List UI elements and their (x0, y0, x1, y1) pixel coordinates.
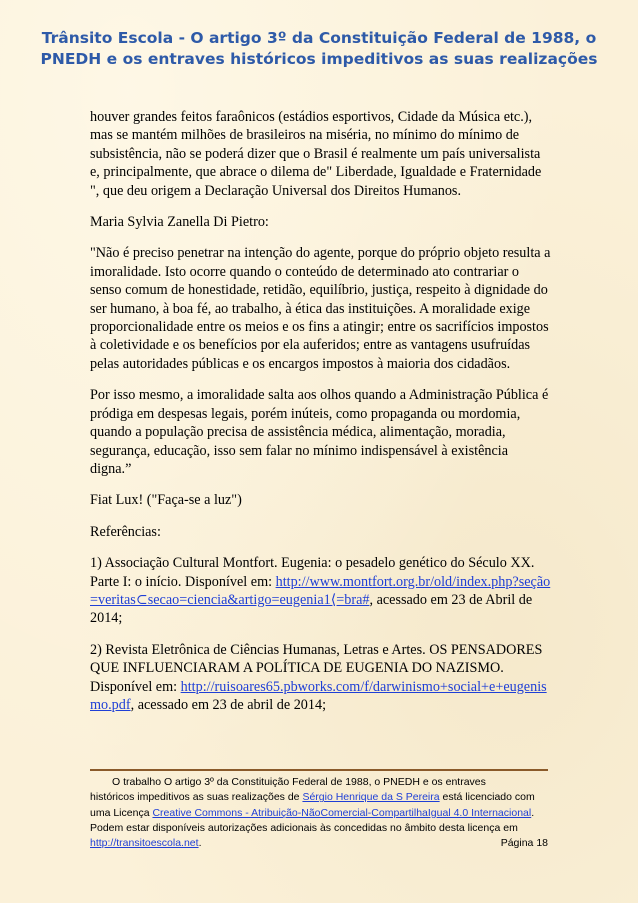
reference-text: 2) Revista Eletrônica de Ciências Humanas, Letras e Artes. OS PENSADORES QUE INFLUENCIARAM A POLÍTICA DE EUGENIA DO NAZISMO. Disponível em: (90, 641, 543, 695)
reference-link[interactable]: http://ruisoares65.pbworks.com/f/darwinismo+social+e+eugenismo.pdf (90, 678, 547, 713)
header-line-2: PNEDH e os entraves históricos impeditivos as suas realizações (40, 50, 598, 68)
author-link[interactable]: Sérgio Henrique da S Pereira (302, 791, 440, 804)
reference-text: 1) Associação Cultural Montfort. Eugenia: o pesadelo genético do Século XX. Parte I: o início. Disponível em: (90, 555, 535, 590)
reference-link[interactable]: http://www.montfort.org.br/old/index.php?seção=veritas⊂secao=ciencia&artigo=eugenia1⟨=bra# (90, 573, 551, 608)
running-header (0, 28, 638, 70)
footer-divider (90, 769, 548, 771)
document-body (90, 108, 552, 727)
footer-line: uma Licença Creative Commons - Atribuição-NãoComercial-CompartilhaIgual 4.0 Internacional. (90, 806, 535, 819)
footer-line: O trabalho O artigo 3º da Constituição Federal de 1988, o PNEDH e os entraves (112, 776, 486, 788)
page-footer (90, 775, 548, 851)
reference-item (90, 641, 552, 715)
quote-paragraph: "Não é preciso penetrar na intenção do agente, porque do próprio objeto resulta a imoralidade. Isto ocorre quando o conteúdo de determinado ato contrariar o senso comum de honestidade, retidão, equilíbrio, justiça, respeito à dignidade do ser humano, à boa fé, ao trabalho, à ética das instituições. A moralidade exige proporcionalidade entre os meios e os fins a atingir; entre os sacrifícios impostos à coletividade e os benefícios por ela auferidos; entre as vantagens usufruídas pelas autoridades públicas e os encargos impostos à maioria dos cidadãos. (90, 245, 551, 372)
page-number: Página 18 (500, 837, 548, 850)
paragraph: houver grandes feitos faraônicos (estádios esportivos, Cidade da Música etc.), mas se mantém milhões de brasileiros na miséria, no mínimo do mínimo de subsistência, não se poderá dizer que o Brasil é realmente um país universalista e, principalmente, que abrace o dilema de" Liberdade, Igualdade e Fraternidade ", que deu origem a Declaração Universal dos Direitos Humanos. (90, 109, 542, 199)
quote-author: Maria Sylvia Zanella Di Pietro: (90, 214, 269, 231)
header-line-1: Trânsito Escola - O artigo 3º da Constituição Federal de 1988, o (41, 29, 597, 47)
reference-suffix: , acessado em 23 de Abril de 2014; (90, 591, 533, 627)
reference-suffix: , acessado em 23 de abril de 2014; (130, 696, 327, 713)
footer-line: históricos impeditivos as suas realizações de Sérgio Henrique da S Pereira está licenciado com (90, 791, 535, 804)
paragraph: Fiat Lux! ("Faça-se a luz") (90, 492, 242, 509)
footer-line: Podem estar disponíveis autorizações adicionais às concedidas no âmbito desta licença em (90, 821, 518, 834)
quote-paragraph: Por isso mesmo, a imoralidade salta aos olhos quando a Administração Pública é pródiga em despesas legais, porém inúteis, como propaganda ou mordomia, quando a população precisa de assistência médica, alimentação, moradia, segurança, educação, isso sem falar no mínimo indispensável à existência digna.” (90, 387, 549, 477)
license-link[interactable]: Creative Commons - Atribuição-NãoComercial-CompartilhaIgual 4.0 Internacional (152, 806, 532, 819)
references-heading: Referências: (90, 523, 161, 540)
reference-item (90, 554, 552, 628)
site-link[interactable]: http://transitoescola.net (90, 837, 199, 850)
footer-line: http://transitoescola.net. Página 18 (90, 836, 548, 851)
